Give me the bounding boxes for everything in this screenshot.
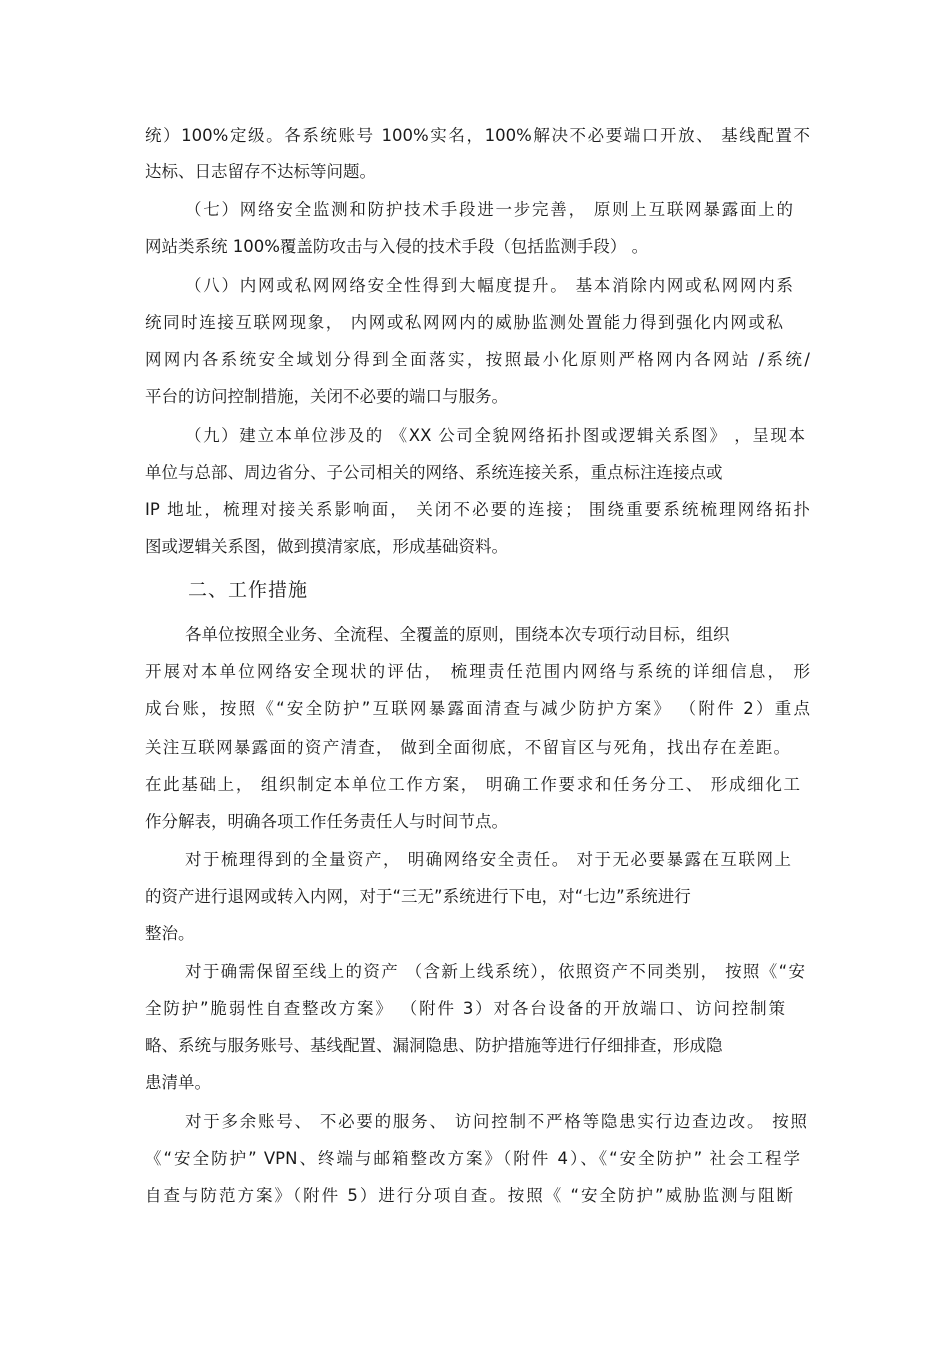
text-line-5: （八）内网或私网网络安全性得到大幅度提升。 基本消除内网或私网网内系 — [185, 276, 793, 295]
text-line-24: 全防护”脆弱性自查整改方案》 （附件 3）对各台设备的开放端口、访问控制策 — [145, 999, 785, 1018]
text-line-12: 图或逻辑关系图，做到摸清家底，形成基础资料。 — [145, 537, 508, 556]
text-line-1: 统）100%定级。各系统账号 100%实名，100%解决不必要端口开放、 基线配置不 — [145, 126, 810, 145]
text-line-28: 《“安全防护” VPN、终端与邮箱整改方案》（附件 4）、《“安全防护” 社会工程学 — [145, 1149, 800, 1168]
text-line-22: 整治。 — [145, 924, 195, 943]
text-line-6: 统同时连接互联网现象， 内网或私网网内的威胁监测处置能力得到强化内网或私 — [145, 313, 783, 332]
text-line-10: 单位与总部、周边省分、子公司相关的网络、系统连接关系，重点标注连接点或 — [145, 463, 723, 482]
text-line-17: 关注互联网暴露面的资产清查， 做到全面彻底，不留盲区与死角，找出存在差距。 — [145, 738, 790, 757]
text-line-16: 成台账，按照《“安全防护”互联网暴露面清查与减少防护方案》 （附件 2）重点 — [145, 699, 810, 718]
text-line-27: 对于多余账号、 不必要的服务、 访问控制不严格等隐患实行边查边改。 按照 — [185, 1112, 807, 1131]
text-line-21: 的资产进行退网或转入内网，对于“三无”系统进行下电，对“七边”系统进行 — [145, 887, 691, 906]
text-line-19: 作分解表，明确各项工作任务责任人与时间节点。 — [145, 812, 508, 831]
text-line-29: 自查与防范方案》（附件 5）进行分项自查。按照《 “安全防护”威胁监测与阻断 — [145, 1186, 793, 1205]
text-line-7: 网网内各系统安全域划分得到全面落实，按照最小化原则严格网内各网站 /系统/ — [145, 350, 810, 369]
text-line-3: （七）网络安全监测和防护技术手段进一步完善， 原则上互联网暴露面上的 — [185, 200, 793, 219]
text-line-15: 开展对本单位网络安全现状的评估， 梳理责任范围内网络与系统的详细信息， 形 — [145, 662, 810, 681]
text-line-14: 各单位按照全业务、全流程、全覆盖的原则，围绕本次专项行动目标，组织 — [185, 625, 730, 644]
text-line-20: 对于梳理得到的全量资产， 明确网络安全责任。 对于无必要暴露在互联网上 — [185, 850, 791, 869]
text-line-8: 平台的访问控制措施，关闭不必要的端口与服务。 — [145, 387, 508, 406]
text-line-4: 网站类系统 100%覆盖防攻击与入侵的技术手段（包括监测手段） 。 — [145, 237, 649, 256]
text-line-18: 在此基础上， 组织制定本单位工作方案， 明确工作要求和任务分工、 形成细化工 — [145, 775, 800, 794]
text-line-25: 略、系统与服务账号、基线配置、漏洞隐患、防护措施等进行仔细排查，形成隐 — [145, 1036, 723, 1055]
text-line-9: （九）建立本单位涉及的 《XX 公司全貌网络拓扑图或逻辑关系图》 ，呈现本 — [185, 426, 805, 445]
text-line-11: IP 地址，梳理对接关系影响面， 关闭不必要的连接； 围绕重要系统梳理网络拓扑 — [145, 500, 810, 519]
text-line-2: 达标、日志留存不达标等问题。 — [145, 162, 376, 181]
section-heading: 二、工作措施 — [188, 579, 309, 601]
text-line-26: 患清单。 — [145, 1073, 211, 1092]
text-line-23: 对于确需保留至线上的资产 （含新上线系统），依照资产不同类别， 按照《“安 — [185, 962, 805, 981]
